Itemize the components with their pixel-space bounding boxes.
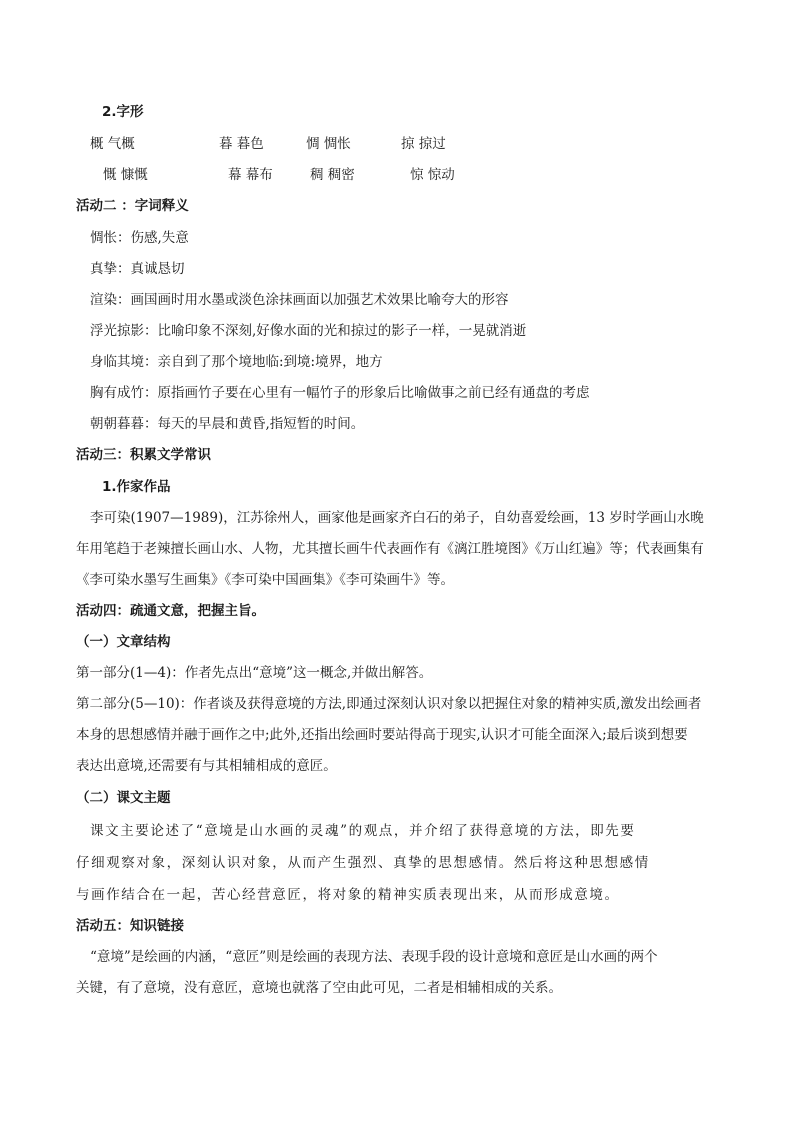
- paragraph-line: 表达出意境,还需要有与其相辅相成的意匠。: [76, 758, 337, 774]
- glyph-cell: 概 气概: [90, 136, 135, 152]
- glyph-cell: 惊 惊动: [410, 167, 455, 183]
- paragraph-line: 年用笔趋于老辣擅长画山水、人物，尤其擅长画牛代表画作有《漓江胜境图》《万山红遍》等；代表画集有: [76, 541, 704, 557]
- activity-heading: 活动四：疏通文意，把握主旨。: [76, 603, 265, 619]
- definition-item: 朝朝暮暮：每天的早晨和黄昏,指短暂的时间。: [90, 416, 365, 432]
- paragraph-line: 第一部分(1—4)：作者先点出“意境”这一概念,并做出解答。: [76, 665, 433, 681]
- definition-item: 浮光掠影：比喻印象不深刻,好像水面的光和掠过的影子一样，一晃就消逝: [90, 323, 527, 339]
- activity-heading: 活动五：知识链接: [76, 918, 184, 934]
- glyph-cell: 幕 幕布: [228, 167, 273, 183]
- definition-item: 真挚：真诚恳切: [90, 261, 185, 277]
- glyph-cell: 惆 惆怅: [306, 136, 351, 152]
- activity-heading: 活动三：积累文学常识: [76, 447, 211, 463]
- glyph-cell: 稠 稠密: [310, 167, 355, 183]
- section-heading-glyphs: 2.字形: [102, 104, 144, 120]
- definition-item: 胸有成竹：原指画竹子要在心里有一幅竹子的形象后比喻做事之前已经有通盘的考虑: [90, 385, 590, 401]
- paragraph-line: 关键，有了意境，没有意匠，意境也就落了空由此可见，二者是相辅相成的关系。: [76, 980, 562, 996]
- paragraph-line: 课文主要论述了“意境是山水画的灵魂”的观点，并介绍了获得意境的方法，即先要: [90, 823, 636, 839]
- subheading: （二）课文主题: [76, 790, 171, 806]
- subheading: 1.作家作品: [102, 479, 171, 495]
- paragraph-line: 第二部分(5—10)：作者谈及获得意境的方法,即通过深刻认识对象以把握住对象的精神实质,激发出绘画者: [76, 696, 702, 712]
- glyph-cell: 掠 掠过: [401, 136, 446, 152]
- paragraph-line: 仔细观察对象，深刻认识对象，从而产生强烈、真挚的思想感情。然后将这种思想感情: [76, 855, 650, 871]
- definition-item: 身临其境：亲自到了那个境地临:到境:境界，地方: [90, 354, 383, 370]
- activity-heading: 活动二 ：字词释义: [76, 198, 189, 214]
- paragraph-line: 《李可染水墨写生画集》《李可染中国画集》《李可染画牛》等。: [76, 572, 454, 588]
- subheading: （一）文章结构: [76, 634, 171, 650]
- definition-item: 渲染：画国画时用水墨或淡色涂抹画面以加强艺术效果比喻夸大的形容: [90, 292, 509, 308]
- paragraph-line: 李可染(1907—1989)，江苏徐州人，画家他是画家齐白石的弟子，自幼喜爱绘画，13 岁时学画山水晚: [90, 510, 704, 526]
- paragraph-line: “意境”是绘画的内涵，“意匠”则是绘画的表现方法、表现手段的设计意境和意匠是山水画的两个: [90, 949, 658, 965]
- paragraph-line: 本身的思想感情并融于画作之中;此外,还指出绘画时要站得高于现实,认识才可能全面深入;最后谈到想要: [76, 727, 688, 743]
- glyph-cell: 慨 慷慨: [103, 167, 148, 183]
- glyph-cell: 暮 暮色: [219, 136, 264, 152]
- definition-item: 惆怅：伤感,失意: [90, 230, 189, 246]
- paragraph-line: 与画作结合在一起，苦心经营意匠，将对象的精神实质表现出来，从而形成意境。: [76, 887, 620, 903]
